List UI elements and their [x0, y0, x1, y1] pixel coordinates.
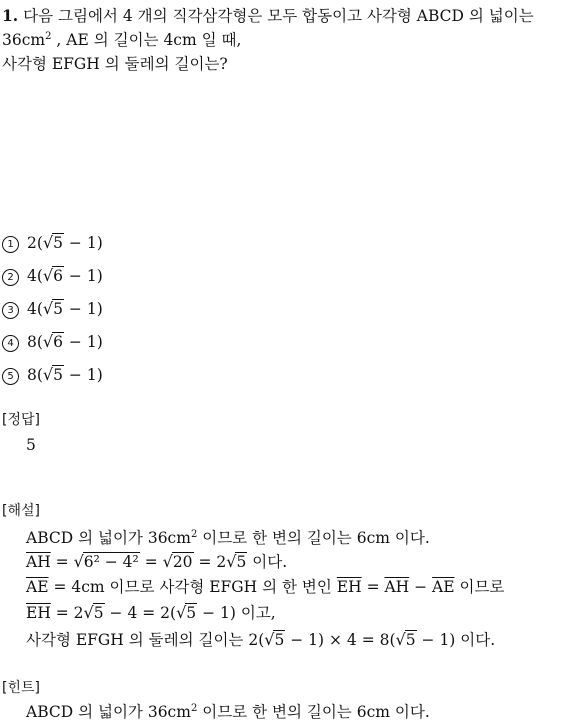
choice-coef: 2(	[27, 234, 43, 252]
sqrt: √6	[42, 266, 63, 285]
choice-tail: − 1)	[64, 300, 103, 318]
explanation-text: ABCD 의 넓이가 36cm	[26, 529, 191, 547]
segment-ae: $\overline{AE}$	[26, 578, 49, 596]
explanation-label: [해설]	[2, 503, 40, 519]
choice-coef: 8(	[27, 366, 43, 384]
explanation-line-2	[26, 550, 287, 572]
equals: = 2	[50, 604, 84, 622]
choice-marker-5: 5	[2, 368, 19, 385]
choice-marker-1: 1	[2, 236, 19, 253]
choice-tail: − 1)	[64, 333, 103, 351]
sqrt: √5	[226, 552, 247, 571]
answer-value: 5	[26, 436, 36, 454]
equals: =	[50, 553, 74, 571]
question-line-1	[2, 4, 534, 26]
radicand: 5	[93, 604, 104, 622]
explanation-line-5	[26, 628, 495, 650]
explanation-line-4	[26, 601, 276, 623]
sqrt: √5	[176, 603, 197, 622]
equals: =	[139, 553, 163, 571]
sqrt: √5	[42, 233, 63, 252]
minus: −	[409, 578, 433, 596]
exponent: 2	[190, 529, 198, 540]
radicand: 5	[405, 631, 416, 649]
sqrt: √6² − 4²	[73, 552, 139, 571]
explanation-text: − 1) × 4 = 8(	[285, 631, 396, 649]
area-exponent: 2	[45, 31, 52, 42]
question-text-3: 사각형 EFGH 의 둘레의 길이는?	[2, 55, 228, 73]
sqrt: √6	[42, 332, 63, 351]
explanation-text: − 1) 이다.	[416, 631, 496, 649]
explanation-text: = 4cm 이므로 사각형 EFGH 의 한 변인	[48, 578, 337, 596]
answer-label: [정답]	[2, 412, 40, 428]
sqrt: √5	[395, 630, 416, 649]
choice-coef: 4(	[27, 267, 43, 285]
explanation-text: 이므로 한 변의 길이는 6cm 이다.	[197, 529, 430, 547]
explanation-text: − 1) 이고,	[197, 604, 276, 622]
question-text-2: , AE 의 길이는 4cm 일 때,	[51, 31, 242, 49]
explanation-text: 사각형 EFGH 의 둘레의 길이는 2(	[26, 631, 265, 649]
choice-5[interactable]	[2, 365, 103, 385]
explanation-line-1	[26, 526, 430, 548]
radicand: 20	[172, 553, 193, 571]
segment-ah: $\overline{AH}$	[384, 578, 410, 596]
segment-ae: $\overline{AE}$	[432, 578, 455, 596]
equals: =	[361, 578, 385, 596]
radicand: 6² − 4²	[83, 553, 139, 571]
exponent: 2	[190, 703, 198, 714]
choice-tail: − 1)	[64, 267, 103, 285]
choice-marker-2: 2	[2, 269, 19, 286]
segment-ah: $\overline{AH}$	[26, 553, 51, 571]
segment-eh: $\overline{EH}$	[26, 604, 51, 622]
choice-tail: − 1)	[64, 234, 103, 252]
sqrt: √5	[42, 299, 63, 318]
area-value: 36cm	[2, 31, 46, 49]
choice-1[interactable]	[2, 233, 103, 253]
choice-3[interactable]	[2, 299, 103, 319]
radicand: 5	[274, 631, 285, 649]
choice-coef: 4(	[27, 300, 43, 318]
radicand: 5	[186, 604, 197, 622]
radicand: 6	[53, 333, 63, 351]
radicand: 5	[53, 300, 63, 318]
explanation-text: − 4 = 2(	[104, 604, 177, 622]
question-number: 1.	[2, 6, 19, 25]
sqrt: √5	[42, 365, 63, 384]
radicand: 5	[53, 366, 63, 384]
radicand: 6	[53, 267, 63, 285]
sqrt: √5	[83, 603, 104, 622]
question-line-2	[2, 28, 241, 50]
choice-tail: − 1)	[64, 366, 103, 384]
segment-eh: $\overline{EH}$	[336, 578, 362, 596]
choice-4[interactable]	[2, 332, 103, 352]
explanation-text: 이므로	[454, 578, 505, 596]
sqrt: √20	[162, 552, 193, 571]
question-line-3	[2, 52, 228, 74]
choice-marker-3: 3	[2, 302, 19, 319]
hint-text: 이므로 한 변의 길이는 6cm 이다.	[197, 703, 430, 721]
radicand: 5	[53, 234, 63, 252]
equals: = 2	[193, 553, 227, 571]
choice-coef: 8(	[27, 333, 43, 351]
choice-2[interactable]	[2, 266, 103, 286]
explanation-line-3	[26, 575, 504, 597]
explanation-text: 이다.	[247, 553, 288, 571]
radicand: 5	[236, 553, 247, 571]
hint-label: [힌트]	[2, 680, 40, 696]
choice-marker-4: 4	[2, 335, 19, 352]
hint-text: ABCD 의 넓이가 36cm	[26, 703, 191, 721]
question-text-1: 다음 그림에서 4 개의 직각삼각형은 모두 합동이고 사각형 ABCD 의 넓이는	[23, 7, 534, 25]
sqrt: √5	[264, 630, 285, 649]
hint-line-1	[26, 700, 430, 722]
